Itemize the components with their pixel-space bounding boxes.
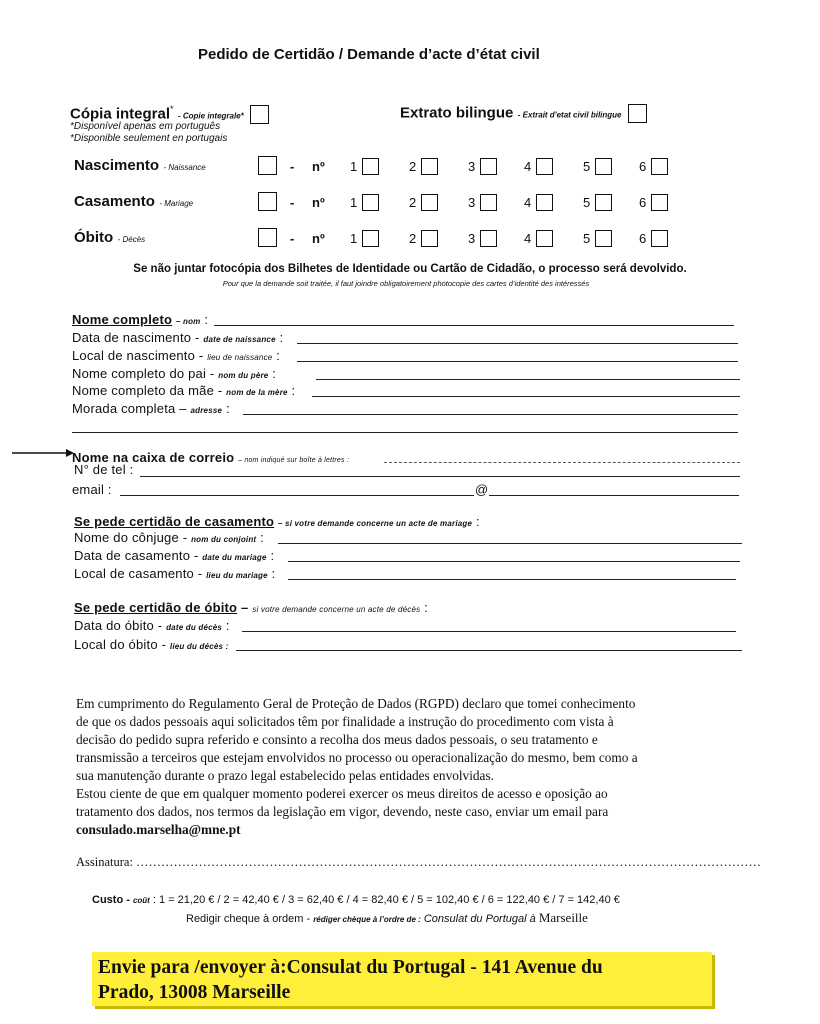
copy-checkbox-4[interactable]	[536, 158, 553, 175]
act-label: Casamento	[74, 193, 155, 210]
label-pt: Nome completo da mãe -	[72, 383, 223, 398]
custo-line	[92, 894, 620, 906]
label-pt: Local de nascimento -	[72, 348, 204, 363]
copy-number-5: 5	[583, 195, 591, 210]
label-pt: Nome do cônjuge -	[74, 530, 188, 545]
act-checkbox[interactable]	[258, 156, 277, 175]
copy-checkbox-1[interactable]	[362, 194, 379, 211]
copy-checkbox-4[interactable]	[536, 194, 553, 211]
custo-fr: coût	[132, 896, 150, 905]
act-dash: -	[290, 195, 295, 210]
copy-number-4: 4	[524, 231, 532, 246]
morada-field-line-2[interactable]	[72, 432, 738, 433]
email-field-domain[interactable]	[489, 495, 739, 496]
copy-checkbox-3[interactable]	[480, 230, 497, 247]
copy-number-2: 2	[409, 159, 417, 174]
nome-completo-field[interactable]	[214, 325, 734, 326]
label-fr: nom du conjoint	[191, 535, 257, 544]
act-checkbox[interactable]	[258, 192, 277, 211]
copy-checkbox-3[interactable]	[480, 194, 497, 211]
label-pt: Data de nascimento -	[72, 330, 200, 345]
nome-pai-label	[72, 366, 276, 381]
arrow-right-icon	[12, 447, 74, 459]
copy-number-6: 6	[639, 159, 647, 174]
local-nascimento-field[interactable]	[297, 361, 738, 362]
extrato-bilingue-checkbox[interactable]	[628, 104, 647, 123]
colon: :	[276, 348, 281, 363]
copy-number-5: 5	[583, 159, 591, 174]
copy-number-6: 6	[639, 231, 647, 246]
copia-integral-fr: - Copie integrale*	[177, 111, 244, 121]
colon: :	[475, 514, 480, 529]
copia-integral-mark: *	[170, 104, 174, 114]
rgpd-paragraph	[76, 695, 756, 839]
colon: :	[204, 312, 209, 327]
label-fr: adresse	[190, 406, 223, 415]
label-pt: Nome completo do pai -	[72, 366, 215, 381]
custo-label: Custo -	[92, 894, 130, 906]
cheque-fr: rédiger chèque à l’ordre de :	[313, 915, 421, 924]
act-label-fr: - Décès	[117, 235, 146, 244]
rgpd-line: tratamento dos dados, nos termos da legislação em vigor, devendo, neste caso, enviar um email para	[76, 804, 609, 819]
email-at: @	[475, 482, 489, 497]
copia-integral-label: Cópia integral	[70, 105, 171, 123]
label-pt: Data do óbito -	[74, 618, 163, 633]
rgpd-line: Estou ciente de que em qualquer momento poderei exercer os meus direitos de acesso e oposição ao	[76, 786, 608, 801]
label-fr: nom de la mère	[226, 388, 288, 397]
rgpd-line: transmissão a terceiros que estejam envolvidos no processo ou operacionalização do mesmo, bem como a	[76, 750, 638, 765]
cheque-payee: Consulat du Portugal à	[423, 913, 536, 925]
section-title: Se pede certidão de óbito	[74, 600, 238, 615]
rgpd-email[interactable]: consulado.marselha@mne.pt	[76, 822, 241, 837]
act-row-nascimento	[74, 156, 674, 178]
rgpd-line: Em cumprimento do Regulamento Geral de Proteção de Dados (RGPD) declaro que tomei conhecimento	[76, 696, 636, 711]
cheque-label: Redigir cheque à ordem -	[186, 913, 311, 925]
copy-checkbox-2[interactable]	[421, 194, 438, 211]
local-obito-field[interactable]	[236, 650, 742, 651]
data-casamento-label	[74, 548, 274, 563]
no-label: nº	[312, 159, 325, 174]
nome-completo-label	[72, 312, 208, 327]
section-fr: si votre demande concerne un acte de décès	[252, 605, 421, 614]
colon: :	[291, 383, 296, 398]
copia-note-fr: *Disponible seulement en portugais	[70, 133, 228, 144]
data-nascimento-field[interactable]	[297, 343, 738, 344]
act-checkbox[interactable]	[258, 228, 277, 247]
act-dash: -	[290, 159, 295, 174]
envio-line-2: Prado, 13008 Marseille	[98, 982, 291, 1003]
email-label: email :	[72, 482, 112, 497]
colon: :	[279, 330, 284, 345]
extrato-bilingue-fr: - Extrait d'etat civil bilingue	[517, 110, 622, 120]
copy-number-5: 5	[583, 231, 591, 246]
cheque-line	[186, 910, 588, 926]
conjuge-label	[74, 530, 264, 545]
copy-checkbox-1[interactable]	[362, 230, 379, 247]
copy-checkbox-6[interactable]	[651, 194, 668, 211]
label-fr: lieu de naissance	[207, 353, 273, 362]
copy-checkbox-5[interactable]	[595, 230, 612, 247]
id-warning-fr: Pour que la demande soit traitée, il faut joindre obligatoirement photocopie des cartes d’identité des intéressés	[222, 279, 590, 288]
label-fr: date du mariage	[202, 553, 267, 562]
caixa-correio-field[interactable]	[384, 462, 740, 463]
copy-number-2: 2	[409, 231, 417, 246]
local-obito-label	[74, 637, 228, 652]
nome-mae-label	[72, 383, 295, 398]
label-fr: date du décès	[166, 623, 223, 632]
label-fr: – nom indiqué sur boîte à lettres :	[238, 457, 350, 464]
copy-number-2: 2	[409, 195, 417, 210]
label-pt: Data de casamento -	[74, 548, 199, 563]
act-label-fr: - Mariage	[159, 199, 194, 208]
data-casamento-field[interactable]	[288, 561, 740, 562]
no-label: nº	[312, 195, 325, 210]
copy-number-1: 1	[350, 195, 358, 210]
copy-number-4: 4	[524, 195, 532, 210]
section-fr: – si votre demande concerne un acte de mariage	[277, 519, 473, 528]
tel-label: N° de tel :	[74, 462, 134, 477]
section-title: Se pede certidão de casamento	[74, 514, 275, 529]
id-warning: Se não juntar fotocópia dos Bilhetes de Identidade ou Cartão de Cidadão, o processo será devolvido.	[133, 263, 687, 275]
copia-note-pt: *Disponível apenas em português	[70, 121, 221, 132]
copy-checkbox-6[interactable]	[651, 158, 668, 175]
colon: :	[270, 548, 275, 563]
copy-checkbox-4[interactable]	[536, 230, 553, 247]
no-label: nº	[312, 231, 325, 246]
colon: :	[272, 366, 277, 381]
copy-number-6: 6	[639, 195, 647, 210]
conjuge-field[interactable]	[278, 543, 742, 544]
act-label: Nascimento	[74, 157, 160, 174]
copy-checkbox-1[interactable]	[362, 158, 379, 175]
act-row-casamento	[74, 192, 674, 214]
colon: :	[260, 530, 264, 545]
copy-checkbox-5[interactable]	[595, 158, 612, 175]
act-label-fr: - Naissance	[163, 163, 206, 172]
label-fr: lieu du mariage	[206, 571, 268, 580]
label-fr: date de naissance	[203, 335, 276, 344]
local-casamento-label	[74, 566, 275, 581]
custo-prices: : 1 = 21,20 € / 2 = 42,40 € / 3 = 62,40 € / 4 = 82,40 € / 5 = 102,40 € / 6 = 122,40 € / 7 = 142,40 €	[152, 894, 620, 906]
local-nascimento-label	[72, 348, 280, 363]
tel-field[interactable]	[140, 476, 740, 477]
rgpd-line: de que os dados pessoais aqui solicitados têm por finalidade a instrução do procedimento com vista à	[76, 714, 614, 729]
colon: :	[424, 600, 428, 615]
label-pt: Morada completa –	[72, 401, 187, 416]
email-field-user[interactable]	[120, 495, 474, 496]
copy-checkbox-5[interactable]	[595, 194, 612, 211]
copy-number-3: 3	[468, 159, 476, 174]
copy-checkbox-2[interactable]	[421, 230, 438, 247]
rgpd-line: decisão do pedido supra referido e consinto a recolha dos meus dados pessoais, o seu tratamento e	[76, 732, 598, 747]
act-row-obito	[74, 228, 674, 250]
signature-line[interactable]: Assinatura: ……………………………………………………………………………………………………………………………………	[76, 855, 762, 869]
extrato-bilingue-label: Extrato bilingue	[400, 104, 514, 122]
copy-number-1: 1	[350, 231, 358, 246]
colon: :	[271, 566, 276, 581]
label-fr: nom du père	[218, 371, 269, 380]
copy-number-3: 3	[468, 195, 476, 210]
label-fr: lieu du décès :	[169, 642, 229, 651]
colon: :	[225, 618, 230, 633]
act-label: Óbito	[74, 229, 114, 246]
nome-mae-field[interactable]	[312, 396, 740, 397]
extrato-bilingue-option	[400, 104, 647, 123]
data-obito-field[interactable]	[242, 631, 736, 632]
section-dash: –	[241, 600, 249, 615]
copy-number-4: 4	[524, 159, 532, 174]
label-pt: Local de casamento -	[74, 566, 203, 581]
envio-address	[98, 955, 603, 1005]
nome-completo-title: Nome completo	[72, 312, 173, 327]
rgpd-line: sua manutenção durante o prazo legal estabelecido pelas entidades envolvidas.	[76, 768, 494, 783]
colon: :	[225, 401, 230, 416]
copia-integral-checkbox[interactable]	[250, 105, 269, 124]
page-title: Pedido de Certidão / Demande d’acte d’état civil	[198, 46, 540, 63]
nome-pai-field[interactable]	[316, 379, 740, 380]
morada-label	[72, 401, 230, 416]
morada-field[interactable]	[243, 414, 738, 415]
label-pt: Local do óbito -	[74, 637, 167, 652]
label-pt: Nome na caixa de correio	[72, 450, 235, 465]
copy-number-1: 1	[350, 159, 358, 174]
local-casamento-field[interactable]	[288, 579, 736, 580]
data-obito-label	[74, 618, 230, 633]
obito-section-heading	[74, 600, 428, 615]
copy-number-3: 3	[468, 231, 476, 246]
copy-checkbox-2[interactable]	[421, 158, 438, 175]
casamento-section-heading	[74, 514, 480, 529]
envio-line-1: Envie para /envoyer à:Consulat du Portugal - 141 Avenue du	[98, 957, 603, 978]
cheque-city: Marseille	[538, 910, 588, 925]
act-dash: -	[290, 231, 295, 246]
copy-checkbox-6[interactable]	[651, 230, 668, 247]
nome-completo-fr: – nom	[175, 317, 201, 326]
data-nascimento-label	[72, 330, 283, 345]
copy-checkbox-3[interactable]	[480, 158, 497, 175]
